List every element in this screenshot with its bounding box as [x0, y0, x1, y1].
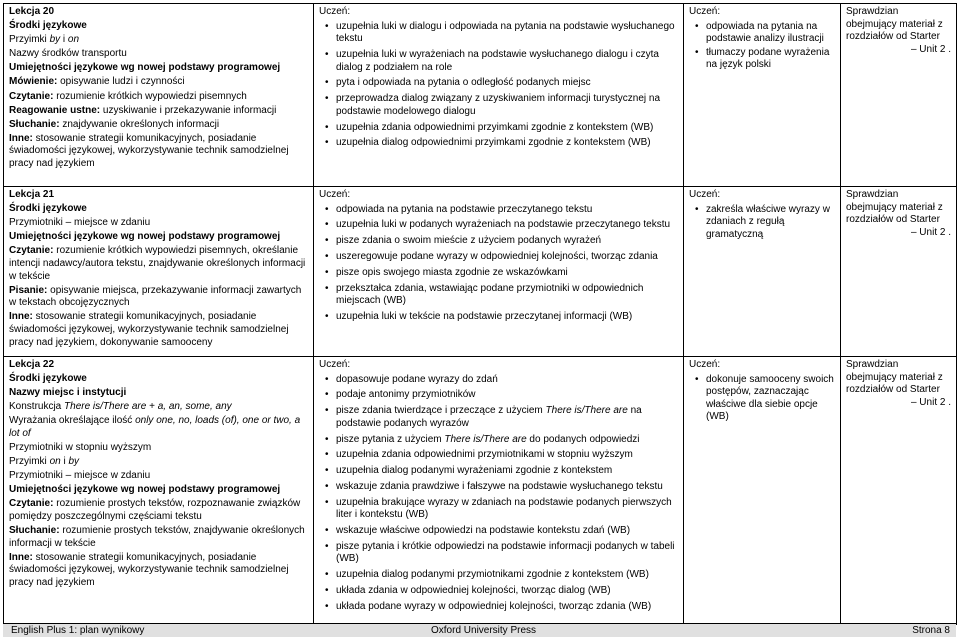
- content-line: [9, 231, 308, 244]
- content-text: Słuchanie:: [9, 118, 63, 130]
- extra-outcomes-cell: [684, 357, 841, 625]
- outcome-item: • odpowiada na pytania na podstawie przeczytanego tekstu: [336, 204, 678, 217]
- student-heading: Uczeń:: [689, 189, 721, 200]
- outcomes-list: [319, 374, 678, 614]
- content-text: on: [49, 456, 61, 468]
- content-text: a, an, some, any: [157, 401, 232, 413]
- extra-outcome-item: • zakreśla właściwe wyrazy w zdaniach z regułą gramatyczną: [706, 204, 835, 242]
- content-text: opisywanie ludzi i czynności: [60, 76, 185, 88]
- outcomes-cell: [314, 187, 684, 357]
- outcome-item: • pisze zdania o swoim mieście z użyciem podanych wyrażeń: [336, 235, 678, 248]
- outcomes-cell: [314, 357, 684, 625]
- content-line: [9, 387, 308, 400]
- content-line: [9, 552, 308, 590]
- content-text: Umiejętności językowe wg nowej podstawy programowej: [9, 62, 281, 74]
- outcome-item: • pisze opis swojego miasta zgodnie ze wskazówkami: [336, 267, 678, 280]
- outcome-text: There is/There are: [545, 405, 628, 417]
- content-line: [9, 498, 308, 523]
- content-text: Przymiotniki – miejsce w zdaniu: [9, 470, 151, 482]
- content-text: by: [68, 456, 80, 468]
- content-line: [9, 442, 308, 455]
- outcome-text: uzupełnia dialog podanymi przymiotnikami zgodnie z kontekstem (WB): [336, 569, 649, 581]
- outcome-text: podaje antonimy przymiotników: [336, 389, 476, 401]
- outcome-text: pisze zdania twierdzące i przeczące z użyciem: [336, 405, 546, 417]
- lesson-row: [4, 357, 957, 625]
- content-text: opisywanie miejsca, przekazywanie informacji zawartych w tekstach obcojęzycznych: [9, 284, 302, 309]
- extra-outcome-item: • dokonuje samooceny swoich postępów, zaznaczając właściwe dla siebie opcje (WB): [706, 374, 835, 424]
- student-heading: Uczeń:: [689, 359, 721, 370]
- outcome-item: • uzupełnia luki w wyrażeniach na podstawie wysłuchanego dialogu i czyta dialog z podziałem na role: [336, 49, 678, 74]
- outcome-item: • uzupełnia zdania odpowiednimi przyimkami zgodnie z kontekstem (WB): [336, 122, 678, 135]
- content-text: by: [49, 34, 61, 46]
- outcome-item: [336, 405, 678, 430]
- outcome-item: [336, 497, 678, 522]
- content-text: Inne:: [9, 132, 36, 144]
- lesson-content-cell: [4, 187, 314, 357]
- content-line: [9, 401, 308, 414]
- assessment-cell: [841, 357, 957, 625]
- extra-outcomes-cell: [684, 4, 841, 187]
- content-line: [9, 133, 308, 171]
- outcome-item: [336, 585, 678, 598]
- outcome-text: dopasowuje podane wyrazy do zdań: [336, 373, 498, 385]
- content-text: rozumienie prostych tekstów, znajdywanie określonych informacji w tekście: [9, 525, 305, 549]
- content-line: [9, 311, 308, 349]
- outcome-text: uzupełnia brakujące wyrazy w zdaniach na podstawie podanych pierwszych liter i kontekstu (WB): [336, 496, 672, 521]
- lesson-content-cell: [4, 357, 314, 625]
- assessment-cell: [841, 4, 957, 187]
- extra-outcome-item: • odpowiada na pytania na podstawie analizy ilustracji: [706, 21, 835, 46]
- outcome-item: [336, 481, 678, 494]
- assessment-unit: – Unit 2 .: [910, 396, 951, 408]
- student-heading: Uczeń:: [319, 359, 351, 370]
- student-heading: Uczeń:: [319, 6, 351, 17]
- extra-outcomes-cell: [684, 187, 841, 357]
- assessment-text: Sprawdzian obejmujący materiał z rozdziałów od Starter: [846, 359, 943, 396]
- content-line: [9, 525, 308, 550]
- outcome-item: • uzupełnia luki w podanych wyrażeniach na podstawie przeczytanego tekstu: [336, 219, 678, 232]
- content-text: Środki językowe: [9, 373, 87, 385]
- outcome-text: wskazuje właściwe odpowiedzi na podstawie kontekstu zdań (WB): [336, 525, 631, 537]
- content-text: Wyrażania określające ilość: [9, 415, 136, 427]
- outcome-item: • przekształca zdania, wstawiając podane przymiotniki w odpowiednich miejscach (WB): [336, 283, 678, 308]
- page-footer: [3, 623, 956, 637]
- outcome-item: [336, 389, 678, 402]
- content-text: +: [146, 401, 158, 413]
- student-heading: Uczeń:: [319, 189, 351, 200]
- content-text: Pisanie:: [9, 284, 51, 296]
- content-line: [9, 62, 308, 75]
- outcomes-list: [319, 204, 678, 324]
- outcome-text: uzupełnia zdania odpowiednimi przymiotnikami w stopniu wyższym: [336, 449, 633, 461]
- outcome-text: układa zdania w odpowiedniej kolejności, tworząc dialog (WB): [336, 584, 611, 596]
- footer-left: English Plus 1: plan wynikowy: [11, 625, 145, 636]
- content-text: Środki językowe: [9, 20, 87, 32]
- content-text: Nazwy środków transportu: [9, 48, 127, 60]
- content-text: Czytanie:: [9, 498, 57, 510]
- content-line: [9, 456, 308, 469]
- content-line: [9, 245, 308, 283]
- outcome-item: • uszeregowuje podane wyrazy w odpowiedniej kolejności, tworząc zdania: [336, 251, 678, 264]
- outcome-item: • przeprowadza dialog związany z uzyskiwaniem informacji turystycznej na podstawie modelowego dialogu: [336, 93, 678, 118]
- extra-outcomes-list: [689, 204, 835, 242]
- lesson-title: Lekcja 22: [9, 359, 55, 370]
- outcome-text: układa podane wyrazy w odpowiedniej kolejności, tworząc zdania (WB): [336, 600, 652, 612]
- content-text: Inne:: [9, 311, 36, 323]
- outcome-item: [336, 525, 678, 538]
- content-line: [9, 48, 308, 61]
- content-line: [9, 373, 308, 386]
- content-line: [9, 34, 308, 47]
- footer-page-number: Strona 8: [912, 625, 950, 636]
- content-text: Umiejętności językowe wg nowej podstawy programowej: [9, 231, 281, 243]
- outcome-text: wskazuje zdania prawdziwe i fałszywe na podstawie wysłuchanego tekstu: [336, 480, 663, 492]
- content-text: rozumienie prostych tekstów, rozpoznawanie związków pomiędzy poszczególnymi częściami tekstu: [9, 498, 301, 523]
- content-text: Czytanie:: [9, 245, 57, 257]
- outcome-item: [336, 374, 678, 387]
- assessment-unit: – Unit 2 .: [910, 43, 951, 55]
- content-text: on: [67, 34, 80, 46]
- content-text: Przyimki: [9, 456, 50, 468]
- outcome-text: pisze pytania z użyciem: [336, 433, 445, 445]
- content-text: Inne:: [9, 551, 36, 563]
- outcome-item: • uzupełnia luki w tekście na podstawie przeczytanej informacji (WB): [336, 311, 678, 324]
- content-text: Przymiotniki – miejsce w zdaniu: [9, 217, 151, 229]
- content-line: [9, 484, 308, 497]
- content-line: [9, 217, 308, 230]
- content-text: Przymiotniki w stopniu wyższym: [9, 442, 152, 454]
- content-text: i: [60, 456, 69, 468]
- student-heading: Uczeń:: [689, 6, 721, 17]
- outcome-text: do podanych odpowiedzi: [526, 433, 640, 445]
- outcomes-list: [319, 21, 678, 150]
- outcome-item: • uzupełnia dialog odpowiednimi przyimkami zgodnie z kontekstem (WB): [336, 137, 678, 150]
- extra-outcome-item: • tłumaczy podane wyrażenia na język polski: [706, 47, 835, 72]
- content-text: stosowanie strategii komunikacyjnych, posiadanie świadomości językowej, wykorzystywanie technik samodzielnej pracy nad językiem: [9, 132, 289, 170]
- content-text: stosowanie strategii komunikacyjnych, posiadanie świadomości językowej, wykorzystywanie technik samodzielnej pracy nad językiem: [9, 551, 289, 588]
- outcome-text: na podstawie podanych wyrazów: [336, 405, 642, 429]
- outcome-item: [336, 465, 678, 478]
- content-text: uzyskiwanie i przekazywanie informacji: [102, 104, 277, 116]
- extra-outcomes-list: [689, 374, 835, 424]
- outcome-item: [336, 541, 678, 566]
- content-text: i: [60, 34, 68, 46]
- content-text: stosowanie strategii komunikacyjnych, posiadanie świadomości językowej, wykorzystywanie technik samodzielnej pracy nad językiem, dokonywanie samooceny: [9, 311, 289, 348]
- footer-center: Oxford University Press: [431, 625, 537, 636]
- content-text: There is/There are: [64, 401, 147, 413]
- content-text: Nazwy miejsc i instytucji: [9, 387, 127, 399]
- outcome-text: uzupełnia dialog podanymi wyrażeniami zgodnie z kontekstem: [336, 465, 613, 477]
- outcome-text: There is/There are: [444, 433, 527, 445]
- lesson-title: Lekcja 20: [9, 6, 55, 17]
- content-text: rozumienie krótkich wypowiedzi pisemnych, określanie intencji nadawcy/autora tekstu, znajdywanie określonych informacji w tekście: [9, 245, 306, 282]
- content-text: rozumienie krótkich wypowiedzi pisemnych: [56, 90, 247, 102]
- content-line: [9, 20, 308, 33]
- content-line: [9, 415, 308, 440]
- lesson-content-cell: [4, 4, 314, 187]
- lesson-row: [4, 187, 957, 357]
- assessment-text: Sprawdzian obejmujący materiał z rozdziałów od Starter: [846, 189, 943, 226]
- content-text: Przyimki: [9, 34, 50, 46]
- assessment-unit: – Unit 2 .: [910, 226, 951, 238]
- content-line: [9, 285, 308, 310]
- outcome-text: pisze pytania i krótkie odpowiedzi na podstawie informacji podanych w tabeli (WB): [336, 540, 675, 565]
- content-text: Słuchanie:: [9, 525, 63, 537]
- outcome-item: • uzupełnia luki w dialogu i odpowiada na pytania na podstawie wysłuchanego tekstu: [336, 21, 678, 46]
- outcome-item: • pyta i odpowiada na pytania o odległość podanych miejsc: [336, 77, 678, 90]
- content-line: [9, 203, 308, 216]
- content-text: Konstrukcja: [9, 401, 65, 413]
- extra-outcomes-list: [689, 21, 835, 72]
- outcome-item: [336, 569, 678, 582]
- outcome-item: [336, 434, 678, 447]
- assessment-text: Sprawdzian obejmujący materiał z rozdziałów od Starter: [846, 6, 943, 43]
- content-text: znajdywanie określonych informacji: [62, 118, 220, 130]
- content-line: [9, 105, 308, 118]
- content-text: Mówienie:: [9, 76, 61, 88]
- outcomes-cell: [314, 4, 684, 187]
- content-text: Środki językowe: [9, 203, 87, 215]
- content-line: [9, 119, 308, 132]
- outcome-item: [336, 601, 678, 614]
- content-text: Reagowanie ustne:: [9, 104, 103, 116]
- content-line: [9, 470, 308, 483]
- content-line: [9, 91, 308, 104]
- content-text: Umiejętności językowe wg nowej podstawy programowej: [9, 484, 281, 496]
- content-line: [9, 76, 308, 89]
- lesson-title: Lekcja 21: [9, 189, 55, 200]
- assessment-cell: [841, 187, 957, 357]
- lesson-plan-table: [3, 3, 957, 625]
- outcome-item: [336, 449, 678, 462]
- content-text: Czytanie:: [9, 90, 57, 102]
- lesson-row: [4, 4, 957, 187]
- content-text: only one, no, loads (of), one or two, a lot of: [9, 415, 301, 439]
